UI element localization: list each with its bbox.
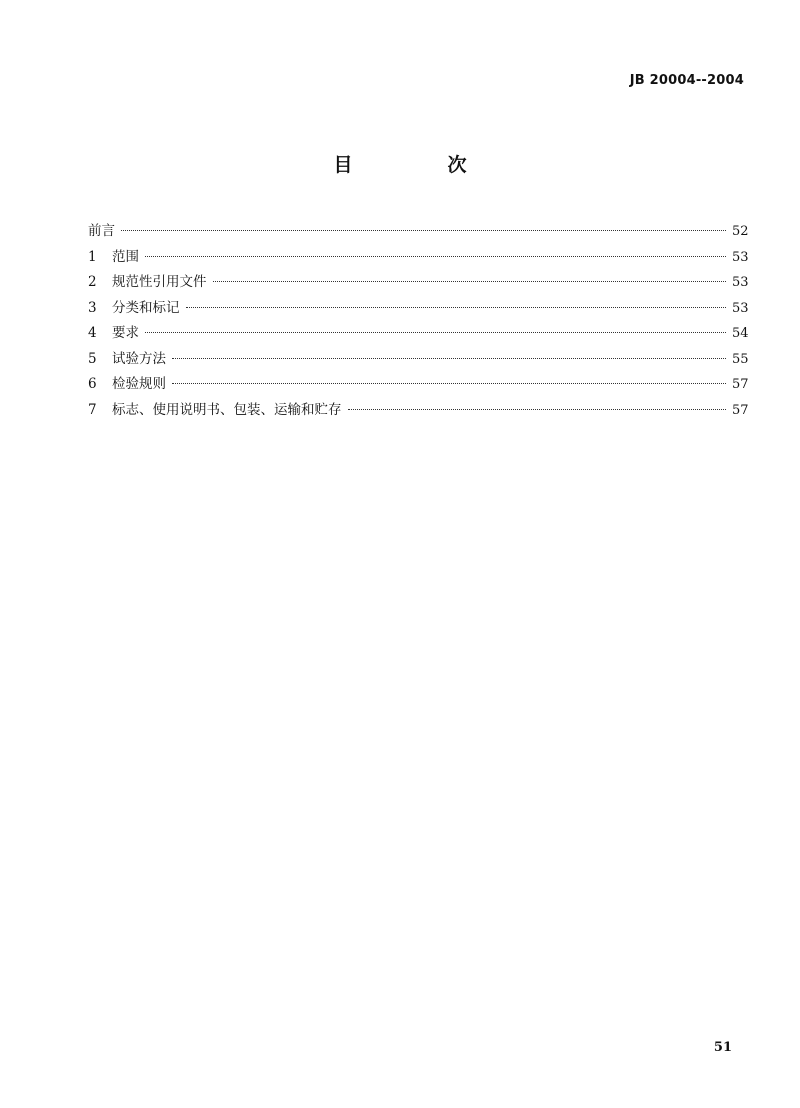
- standard-code: JB 20004--2004: [629, 73, 744, 88]
- toc-entry-page: 57: [732, 377, 749, 392]
- toc-entry-number: 7: [88, 401, 97, 418]
- toc-leader-dots: [348, 409, 727, 410]
- toc-entry-page: 53: [732, 275, 749, 290]
- toc-entry-page: 54: [732, 326, 749, 341]
- toc-entry-number: 6: [88, 376, 97, 392]
- toc-entry-5[interactable]: [88, 347, 748, 373]
- toc-leader-dots: [121, 230, 726, 231]
- toc-leader-dots: [172, 358, 726, 359]
- toc-entry-1[interactable]: [88, 245, 748, 271]
- toc-entry-3[interactable]: [88, 296, 748, 322]
- toc-title: 目 次: [333, 154, 505, 176]
- toc-entry-number: 5: [88, 350, 97, 367]
- toc-leader-dots: [213, 281, 727, 282]
- toc-entry-text: 标志、使用说明书、包装、运输和贮存: [112, 401, 342, 418]
- toc-entry-text: 范围: [112, 248, 139, 265]
- toc-entry-2[interactable]: [88, 270, 748, 296]
- toc-entry-6[interactable]: [88, 372, 748, 398]
- toc-entry-text: 要求: [112, 325, 139, 341]
- table-of-contents: [88, 219, 748, 423]
- toc-entry-page: 55: [732, 351, 749, 367]
- toc-entry-page: 57: [732, 402, 749, 418]
- toc-entry-7[interactable]: [88, 398, 748, 424]
- toc-entry-page: 53: [732, 249, 749, 265]
- toc-leader-dots: [145, 332, 726, 333]
- toc-entry-number: 2: [88, 274, 97, 290]
- toc-entry-number: 4: [88, 325, 97, 341]
- toc-entry-number: 1: [88, 248, 97, 265]
- toc-entry-page: 53: [732, 300, 749, 316]
- toc-leader-dots: [172, 383, 726, 384]
- toc-entry-text: 分类和标记: [112, 299, 180, 316]
- toc-entry-text: 试验方法: [112, 350, 166, 367]
- toc-entry-number: 3: [88, 299, 97, 316]
- page-number: 51: [713, 1040, 732, 1055]
- toc-entry-4[interactable]: [88, 321, 748, 347]
- toc-entry-page: 52: [732, 224, 749, 239]
- toc-entry-text: 规范性引用文件: [112, 274, 207, 290]
- toc-leader-dots: [186, 307, 727, 308]
- toc-leader-dots: [145, 256, 726, 257]
- toc-entry-text: 检验规则: [112, 376, 166, 392]
- toc-entry-foreword[interactable]: [88, 219, 748, 245]
- toc-entry-text: 前言: [88, 223, 115, 239]
